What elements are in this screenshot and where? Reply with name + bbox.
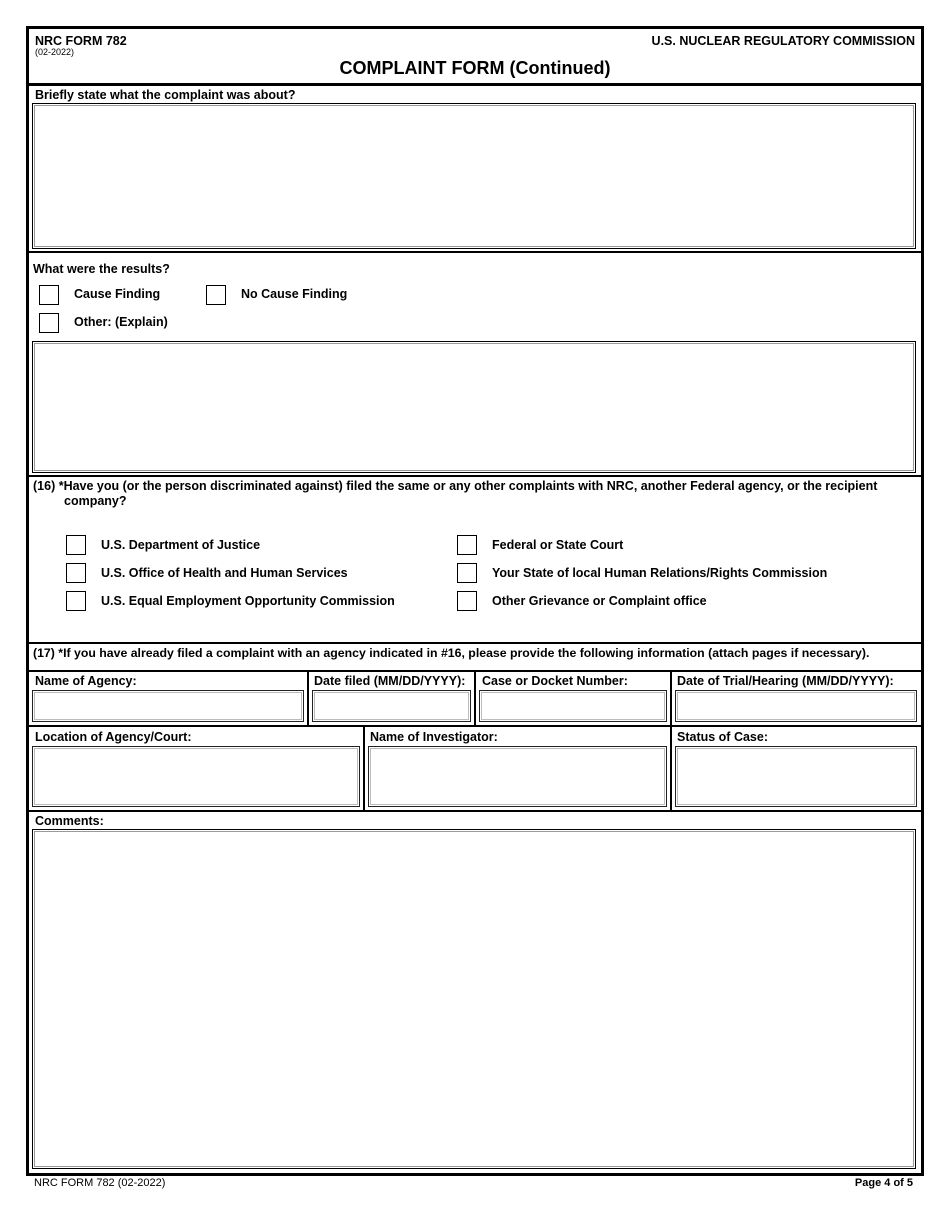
other-explain-field[interactable] bbox=[32, 341, 916, 473]
q16-text: (16) *Have you (or the person discriminated against) filed the same or any other complaints with NRC, another Federal agency, or the recipient bbox=[33, 479, 878, 493]
column-divider bbox=[670, 726, 672, 810]
hhs-checkbox[interactable] bbox=[66, 563, 86, 583]
location-label: Location of Agency/Court: bbox=[35, 730, 192, 744]
column-divider bbox=[363, 726, 365, 810]
case-number-label: Case or Docket Number: bbox=[482, 674, 628, 688]
form-frame bbox=[26, 26, 924, 1176]
divider bbox=[29, 725, 921, 727]
date-trial-field[interactable] bbox=[675, 690, 917, 722]
cause-finding-checkbox[interactable] bbox=[39, 285, 59, 305]
q17-text: (17) *If you have already filed a complaint with an agency indicated in #16, please provide the following information (attach pages if necessary). bbox=[33, 646, 870, 660]
doj-label: U.S. Department of Justice bbox=[101, 538, 261, 552]
divider bbox=[29, 83, 921, 86]
column-divider bbox=[307, 670, 309, 725]
divider bbox=[29, 810, 921, 812]
form-date: (02-2022) bbox=[35, 47, 75, 57]
case-number-field[interactable] bbox=[479, 690, 667, 722]
page-title: COMPLAINT FORM (Continued) bbox=[339, 58, 611, 78]
doj-checkbox[interactable] bbox=[66, 535, 86, 555]
results-label: What were the results? bbox=[33, 262, 170, 276]
grievance-office-label: Other Grievance or Complaint office bbox=[492, 594, 707, 608]
investigator-field[interactable] bbox=[368, 746, 667, 807]
eeoc-checkbox[interactable] bbox=[66, 591, 86, 611]
comments-label: Comments: bbox=[35, 814, 104, 828]
divider bbox=[29, 642, 921, 644]
eeoc-label: U.S. Equal Employment Opportunity Commission bbox=[101, 594, 395, 608]
cause-finding-label: Cause Finding bbox=[74, 287, 161, 301]
date-filed-field[interactable] bbox=[312, 690, 471, 722]
state-commission-label: Your State of local Human Relations/Rights Commission bbox=[492, 566, 828, 580]
date-trial-label: Date of Trial/Hearing (MM/DD/YYYY): bbox=[677, 674, 894, 688]
comments-field[interactable] bbox=[32, 829, 916, 1169]
name-of-agency-label: Name of Agency: bbox=[35, 674, 137, 688]
divider bbox=[29, 475, 921, 477]
other-label: Other: (Explain) bbox=[74, 315, 168, 329]
complaint-about-field[interactable] bbox=[32, 103, 916, 249]
no-cause-finding-label: No Cause Finding bbox=[241, 287, 348, 301]
page-number: Page 4 of 5 bbox=[854, 1177, 913, 1189]
q16-text-cont: company? bbox=[64, 494, 127, 508]
form-number: NRC FORM 782 bbox=[35, 34, 127, 48]
hhs-label: U.S. Office of Health and Human Services bbox=[101, 566, 348, 580]
status-field[interactable] bbox=[675, 746, 917, 807]
column-divider bbox=[474, 670, 476, 725]
divider bbox=[29, 251, 921, 253]
state-commission-checkbox[interactable] bbox=[457, 563, 477, 583]
footer-form-id: NRC FORM 782 (02-2022) bbox=[34, 1177, 166, 1189]
location-field[interactable] bbox=[32, 746, 360, 807]
agency-name: U.S. NUCLEAR REGULATORY COMMISSION bbox=[651, 34, 915, 48]
other-checkbox[interactable] bbox=[39, 313, 59, 333]
date-filed-label: Date filed (MM/DD/YYYY): bbox=[314, 674, 466, 688]
court-checkbox[interactable] bbox=[457, 535, 477, 555]
status-label: Status of Case: bbox=[677, 730, 768, 744]
name-of-agency-field[interactable] bbox=[32, 690, 304, 722]
complaint-about-label: Briefly state what the complaint was about? bbox=[35, 88, 296, 102]
investigator-label: Name of Investigator: bbox=[370, 730, 498, 744]
court-label: Federal or State Court bbox=[492, 538, 624, 552]
grievance-office-checkbox[interactable] bbox=[457, 591, 477, 611]
column-divider bbox=[670, 670, 672, 725]
no-cause-finding-checkbox[interactable] bbox=[206, 285, 226, 305]
